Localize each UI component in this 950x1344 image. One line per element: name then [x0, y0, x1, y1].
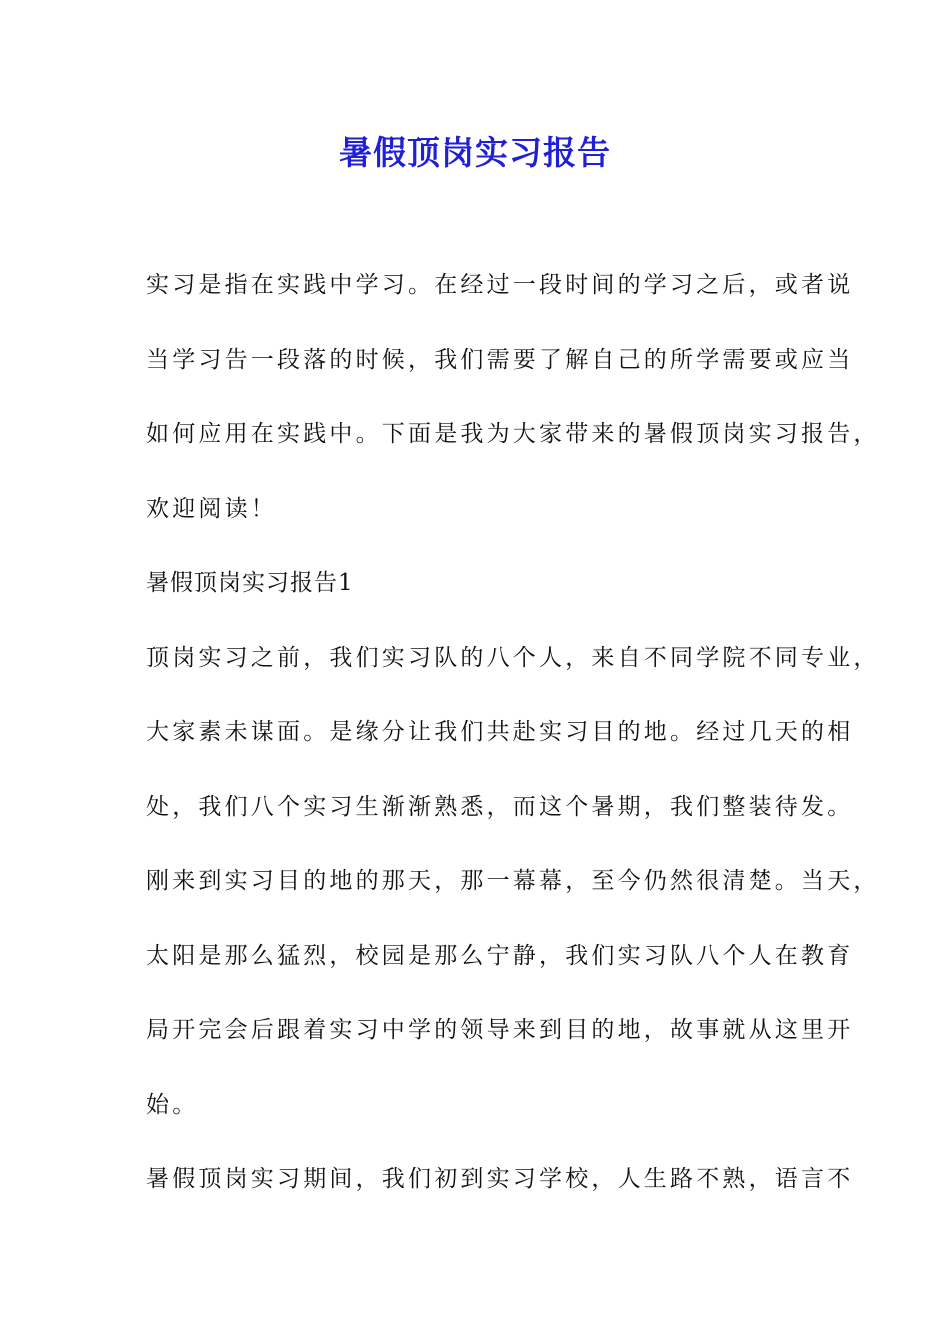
- paragraph-line: 欢迎阅读！: [146, 495, 277, 522]
- paragraph-line: 局开完会后跟着实习中学的领导来到目的地，故事就从这里开: [146, 1017, 854, 1043]
- paragraph-line: 太阳是那么猛烈，校园是那么宁静，我们实习队八个人在教育: [146, 942, 854, 969]
- section-heading: 暑假顶岗实习报告1: [146, 570, 354, 596]
- document-body: [146, 262, 880, 1231]
- paragraph-line: 大家素未谋面。是缘分让我们共赴实习目的地。经过几天的相: [146, 719, 854, 745]
- paragraph-line: 暑假顶岗实习期间，我们初到实习学校，人生路不熟，语言不: [146, 1166, 854, 1192]
- paragraph-line: 当学习告一段落的时候，我们需要了解自己的所学需要或应当: [146, 346, 854, 373]
- paragraph-line: 如何应用在实践中。下面是我为大家带来的暑假顶岗实习报告，: [146, 421, 880, 447]
- paragraph-line: 实习是指在实践中学习。在经过一段时间的学习之后，或者说: [146, 272, 854, 298]
- document-title: 暑假顶岗实习报告: [339, 133, 611, 172]
- paragraph-line: 顶岗实习之前，我们实习队的八个人，来自不同学院不同专业，: [146, 644, 880, 671]
- paragraph-line: 处，我们八个实习生渐渐熟悉，而这个暑期，我们整装待发。: [146, 793, 854, 820]
- paragraph-line: 刚来到实习目的地的那天，那一幕幕，至今仍然很清楚。当天，: [146, 868, 880, 894]
- paragraph-line: 始。: [146, 1091, 199, 1118]
